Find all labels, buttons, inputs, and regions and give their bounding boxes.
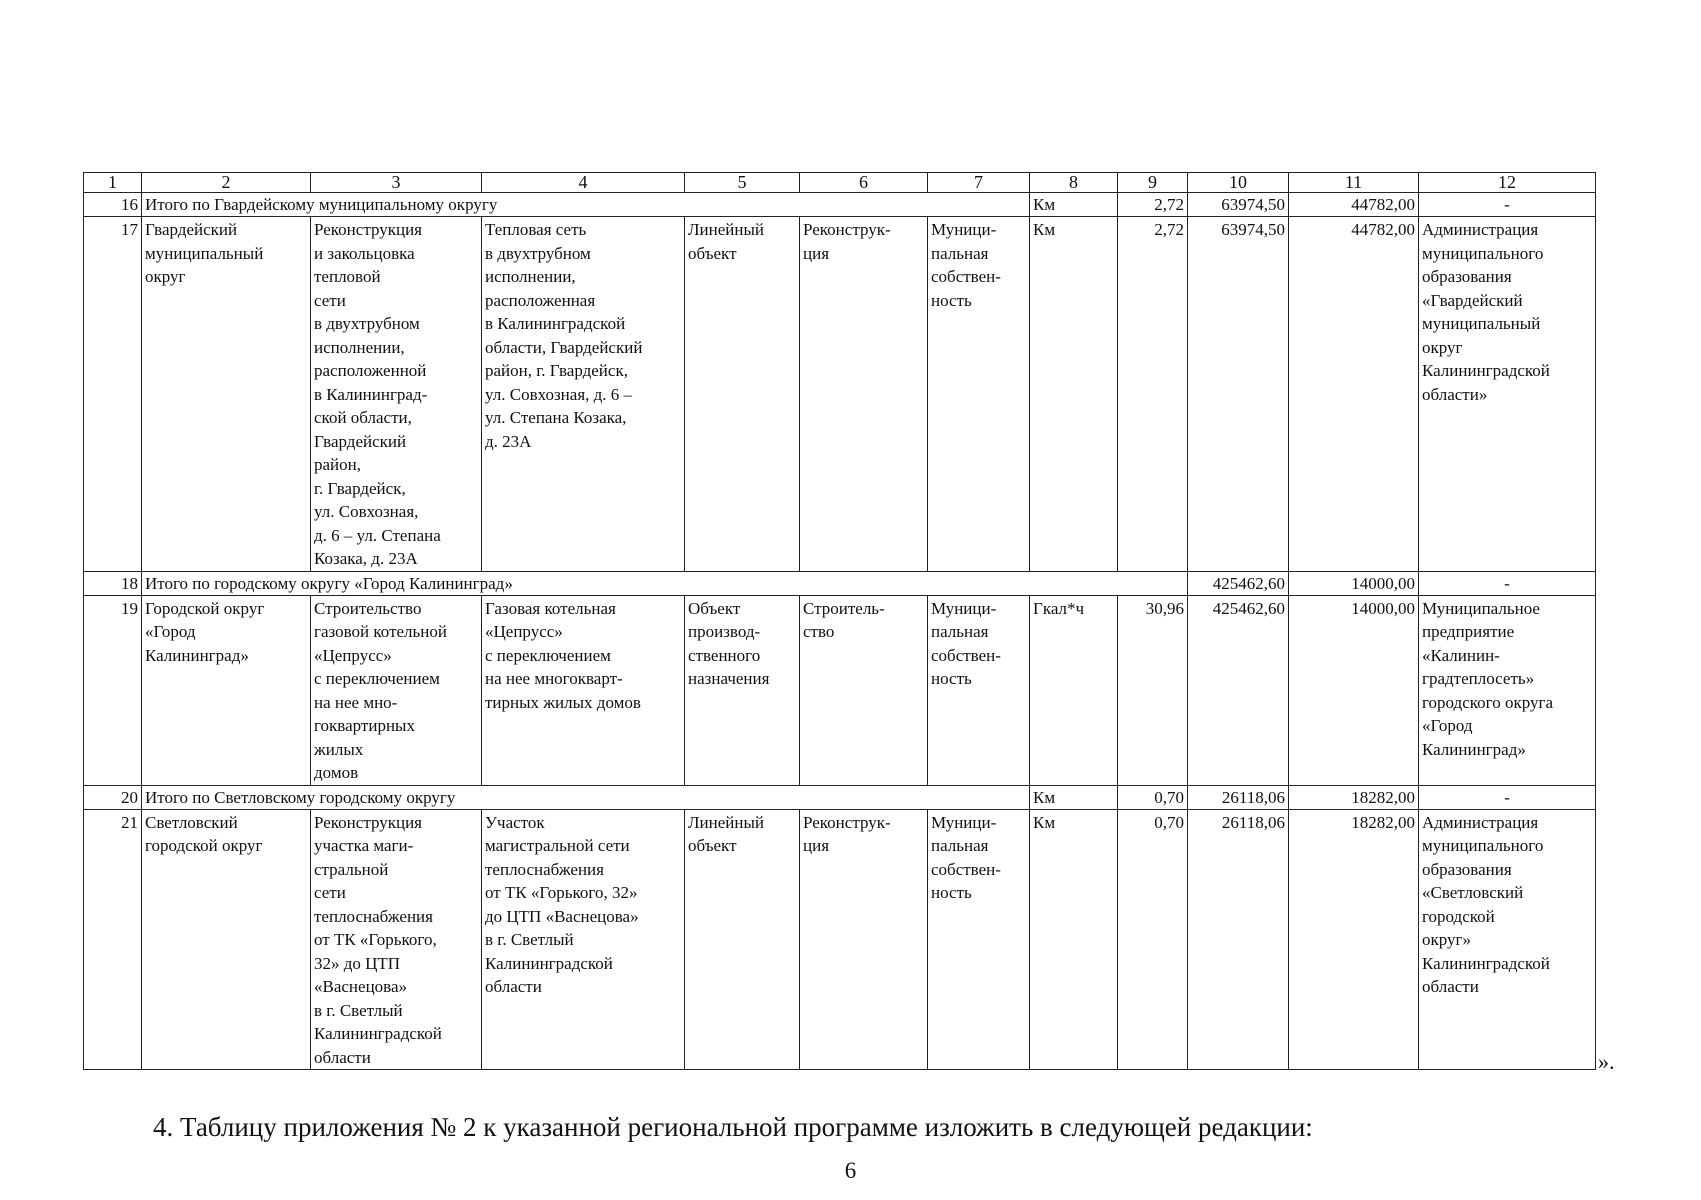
- cost-cell: 26118,06: [1188, 809, 1289, 1070]
- data-table: [83, 172, 1596, 1070]
- column-number: 9: [1118, 173, 1188, 193]
- row-number: 21: [84, 809, 142, 1070]
- total-label: Итого по Светловскому городскому округу: [142, 785, 1030, 809]
- customer-cell: -: [1419, 193, 1596, 217]
- power-cell: 0,70: [1118, 785, 1188, 809]
- work-type-cell: Реконструк- ция: [800, 809, 928, 1070]
- column-number: 5: [685, 173, 800, 193]
- unit-cell: Гкал*ч: [1030, 595, 1118, 785]
- ownership-cell: Муници- пальная собствен- ность: [928, 809, 1030, 1070]
- power-cell: 2,72: [1118, 217, 1188, 572]
- budget-cell: 18282,00: [1289, 785, 1419, 809]
- work-type-cell: Строитель- ство: [800, 595, 928, 785]
- row-number: 17: [84, 217, 142, 572]
- table-row-total: [84, 193, 1596, 217]
- budget-cell: 14000,00: [1289, 571, 1419, 595]
- district-cell: Гвардейский муниципальный округ: [142, 217, 311, 572]
- work-type-cell: Реконструк- ция: [800, 217, 928, 572]
- column-number: 3: [311, 173, 482, 193]
- district-cell: Светловский городской округ: [142, 809, 311, 1070]
- instruction-paragraph: 4. Таблицу приложения № 2 к указанной региональной программе изложить в следующей редакции:: [153, 1112, 1313, 1142]
- column-number-row: [84, 173, 1596, 193]
- unit-cell: Км: [1030, 809, 1118, 1070]
- ownership-cell: Муници- пальная собствен- ность: [928, 217, 1030, 572]
- table-row: [84, 809, 1596, 1070]
- cost-cell: 63974,50: [1188, 193, 1289, 217]
- customer-cell: Администрация муниципального образования «Гвардейский муниципальный округ Калининградской области»: [1419, 217, 1596, 572]
- object-cell: Тепловая сеть в двухтрубном исполнении, расположенная в Калининградской области, Гвардейский район, г. Гвардейск, ул. Совхозная, д. 6 – ул. Степана Козака, д. 23А: [482, 217, 685, 572]
- budget-cell: 14000,00: [1289, 595, 1419, 785]
- column-number: 8: [1030, 173, 1118, 193]
- cost-cell: 425462,60: [1188, 571, 1289, 595]
- object-type-cell: Объект производ- ственного назначения: [685, 595, 800, 785]
- event-cell: Строительство газовой котельной «Цепрусс» с переключением на нее мно- гоквартирных жилых домов: [311, 595, 482, 785]
- district-cell: Городской округ «Город Калининград»: [142, 595, 311, 785]
- object-cell: Участок магистральной сети теплоснабжения от ТК «Горького, 32» до ЦТП «Васнецова» в г. Светлый Калининградской области: [482, 809, 685, 1070]
- customer-cell: -: [1419, 785, 1596, 809]
- cost-cell: 26118,06: [1188, 785, 1289, 809]
- column-number: 10: [1188, 173, 1289, 193]
- row-number: 20: [84, 785, 142, 809]
- total-label: Итого по Гвардейскому муниципальному округу: [142, 193, 1030, 217]
- unit-cell: Км: [1030, 217, 1118, 572]
- table-row-total: [84, 785, 1596, 809]
- object-type-cell: Линейный объект: [685, 217, 800, 572]
- total-label: Итого по городскому округу «Город Калининград»: [142, 571, 1188, 595]
- unit-cell: Км: [1030, 785, 1118, 809]
- customer-cell: Муниципальное предприятие «Калинин- градтеплосеть» городского округа «Город Калининград»: [1419, 595, 1596, 785]
- power-cell: 0,70: [1118, 809, 1188, 1070]
- column-number: 7: [928, 173, 1030, 193]
- table-row-total: [84, 571, 1596, 595]
- column-number: 1: [84, 173, 142, 193]
- budget-cell: 18282,00: [1289, 809, 1419, 1070]
- ownership-cell: Муници- пальная собствен- ность: [928, 595, 1030, 785]
- object-cell: Газовая котельная «Цепрусс» с переключением на нее многокварт- тирных жилых домов: [482, 595, 685, 785]
- column-number: 2: [142, 173, 311, 193]
- cost-cell: 63974,50: [1188, 217, 1289, 572]
- object-type-cell: Линейный объект: [685, 809, 800, 1070]
- customer-cell: Администрация муниципального образования «Светловский городской округ» Калининградской области: [1419, 809, 1596, 1070]
- row-number: 19: [84, 595, 142, 785]
- column-number: 12: [1419, 173, 1596, 193]
- column-number: 6: [800, 173, 928, 193]
- power-cell: 30,96: [1118, 595, 1188, 785]
- customer-cell: -: [1419, 571, 1596, 595]
- budget-cell: 44782,00: [1289, 193, 1419, 217]
- event-cell: Реконструкция участка маги- стральной сети теплоснабжения от ТК «Горького, 32» до ЦТП «Васнецова» в г. Светлый Калининградской области: [311, 809, 482, 1070]
- budget-cell: 44782,00: [1289, 217, 1419, 572]
- closing-quote-mark: ».: [1598, 1049, 1615, 1074]
- event-cell: Реконструкция и закольцовка тепловой сети в двухтрубном исполнении, расположенной в Калининград- ской области, Гвардейский район, г. Гвардейск, ул. Совхозная, д. 6 – ул. Степана Козака, д. 23А: [311, 217, 482, 572]
- power-cell: 2,72: [1118, 193, 1188, 217]
- table-row: [84, 595, 1596, 785]
- table-row: [84, 217, 1596, 572]
- row-number: 18: [84, 571, 142, 595]
- column-number: 4: [482, 173, 685, 193]
- row-number: 16: [84, 193, 142, 217]
- cost-cell: 425462,60: [1188, 595, 1289, 785]
- page-number: 6: [844, 1158, 857, 1183]
- unit-cell: Км: [1030, 193, 1118, 217]
- column-number: 11: [1289, 173, 1419, 193]
